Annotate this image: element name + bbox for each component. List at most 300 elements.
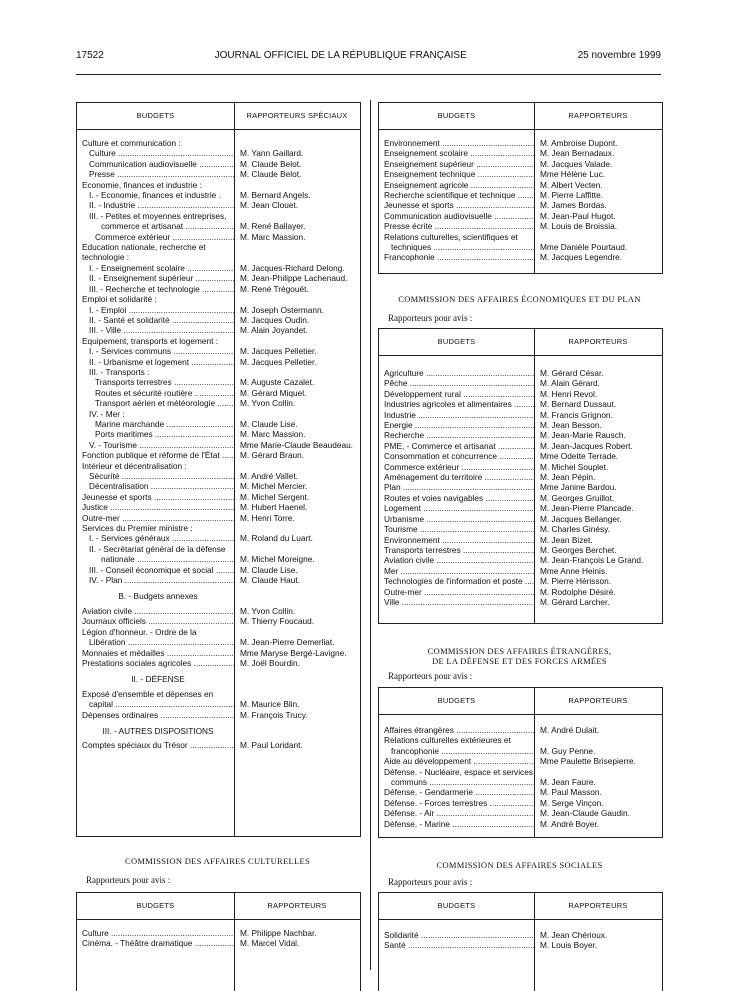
budget-cell: II. - DÉFENSE	[131, 674, 185, 685]
culture-rapporteurs-label: Rapporteurs pour avis :	[86, 875, 171, 885]
table-row	[77, 616, 360, 626]
budget-cell: Environnement .....	[379, 138, 534, 148]
table-row	[77, 294, 360, 304]
column-header-budgets: BUDGETS	[437, 696, 476, 705]
rapporteur-cell: M. Jacques Legendre.	[540, 252, 623, 263]
budget-cell: Prestations sociales agricoles .....	[77, 658, 234, 668]
table-row	[379, 514, 662, 524]
budget-cell: Economie, finances et industrie :	[82, 179, 202, 190]
budget-cell: Marine marchande .....	[77, 419, 234, 429]
table-row	[379, 242, 662, 252]
table-row	[77, 740, 360, 750]
budget-cell: Education nationale, recherche et	[82, 242, 206, 253]
table-row	[379, 252, 662, 262]
budget-cell: Monnaies et médailles .....	[77, 648, 234, 658]
table-row	[77, 699, 360, 709]
column-divider	[234, 103, 235, 836]
rapporteur-cell: Mme Janine Bardou.	[540, 482, 617, 493]
budget-cell: technologie :	[82, 252, 130, 263]
table-row	[379, 472, 662, 482]
foreign-commission-title-2: DE LA DÉFENSE ET DES FORCES ARMÉES	[432, 656, 607, 666]
table-row	[77, 689, 360, 699]
social-commission-table	[378, 892, 663, 991]
rapporteur-cell: M. Thierry Foucaud.	[240, 616, 315, 627]
rapporteur-cell: M. André Dulait.	[540, 725, 600, 735]
budget-cell: Aviation civile .....	[379, 555, 534, 565]
budget-cell: Défense. - Gendarmerie .....	[379, 787, 534, 797]
table-row	[379, 138, 662, 148]
budget-cell: Communication audiovisuelle .....	[379, 211, 534, 221]
rapporteur-cell: M. Jean-Marie Rausch.	[540, 430, 626, 441]
budget-cell: Enseignement agricole .....	[379, 180, 534, 190]
budget-cell: Enseignement scolaire .....	[379, 148, 534, 158]
budget-cell: Relations culturelles, scientifiques et	[384, 231, 518, 242]
rapporteur-cell: M. Paul Loridant.	[240, 740, 303, 751]
budget-cell: Aviation civile .....	[77, 606, 234, 616]
rapporteur-cell: M. Jean Clouet.	[240, 200, 299, 211]
rapporteurs-speciaux-table	[76, 102, 361, 837]
budget-cell: Légion d'honneur. - Ordre de la	[82, 626, 197, 637]
table-row	[77, 492, 360, 502]
table-row	[77, 232, 360, 242]
rapporteur-cell: M. Charles Ginésy.	[540, 524, 610, 535]
foreign-rapporteurs-label: Rapporteurs pour avis :	[388, 671, 473, 681]
table-row	[379, 148, 662, 158]
budget-cell: Routes et sécurité routière .....	[77, 388, 234, 398]
column-header-rapporteurs: RAPPORTEURS	[568, 696, 628, 705]
rapporteur-cell: M. Marc Massion.	[240, 231, 306, 242]
rapporteur-cell: M. René Ballayer.	[240, 221, 306, 232]
table-row	[77, 523, 360, 533]
budget-cell: II. - Urbanisme et logement .....	[77, 357, 234, 367]
column-header-rapporteurs: RAPPORTEURS	[267, 901, 327, 910]
table-row	[379, 535, 662, 545]
table-row	[379, 787, 662, 797]
table-row	[379, 378, 662, 388]
budget-cell: I. - Enseignement scolaire .....	[77, 263, 234, 273]
rapporteur-cell: M. Pierre Laffitte.	[540, 190, 604, 201]
page-number: 17522	[76, 50, 104, 61]
table-row	[77, 481, 360, 491]
column-header-budgets: BUDGETS	[136, 901, 175, 910]
rapporteur-cell: M. Francis Grignon.	[540, 409, 613, 420]
budget-cell: Recherche .....	[379, 430, 534, 440]
budget-cell: Outre-mer .....	[77, 513, 234, 523]
budget-cell: Urbanisme .....	[379, 514, 534, 524]
budget-cell: III. - Petites et moyennes entreprises,	[89, 210, 227, 221]
table-row	[379, 462, 662, 472]
eco-commission-title: COMMISSION DES AFFAIRES ÉCONOMIQUES ET DU PLAN	[398, 294, 641, 304]
table-row	[77, 502, 360, 512]
budget-cell: III. - Conseil économique et social .....	[77, 565, 234, 575]
budget-cell: PME, - Commerce et artisanat .....	[379, 441, 534, 451]
budget-cell: Technologies de l'information et poste .....	[379, 576, 534, 586]
rapporteur-cell: M. Alain Gérard.	[540, 378, 600, 389]
table-row	[77, 263, 360, 273]
table-row	[77, 180, 360, 190]
budget-cell: Communication audiovisuelle .....	[77, 159, 234, 169]
column-header-rapporteurs: RAPPORTEURS	[568, 901, 628, 910]
rapporteur-cell: M. Jean Besson.	[540, 420, 602, 431]
rapporteur-cell: M. Louis de Broissia.	[540, 221, 618, 232]
rapporteur-cell: M. Albert Vecten.	[540, 179, 603, 190]
table-row	[379, 399, 662, 409]
rapporteur-cell: M. Yvon Collin.	[240, 605, 296, 616]
budget-cell: I. - Economie, finances et industrie .	[89, 190, 221, 201]
table-row	[77, 544, 360, 554]
rapporteur-cell: M. Michel Mercier.	[240, 481, 308, 492]
rapporteur-cell: M. Henri Revol.	[540, 388, 598, 399]
budget-cell: Fonction publique et réforme de l'État .....	[77, 450, 234, 460]
rapporteur-cell: M. Serge Vinçon.	[540, 797, 604, 808]
table-row	[77, 928, 360, 938]
table-row	[379, 420, 662, 430]
table-row	[77, 169, 360, 179]
rapporteur-cell: M. André Vallet.	[240, 471, 298, 481]
budget-cell: II. - Enseignement supérieur .....	[77, 273, 234, 283]
rapporteur-cell: M. Yann Gaillard.	[240, 148, 304, 159]
table-row	[77, 148, 360, 158]
rapporteur-cell: M. Maurice Blin.	[240, 699, 300, 710]
column-divider	[534, 103, 535, 273]
budget-cell: II. - Secrétariat général de la défense	[89, 543, 226, 554]
rapporteur-cell: M. Gérard Braun.	[240, 450, 305, 461]
table-row	[77, 325, 360, 335]
culture-commission-table	[76, 892, 361, 991]
table-row	[77, 138, 360, 148]
budget-cell: Commerce extérieur .....	[379, 462, 534, 472]
budget-cell: Culture .....	[77, 928, 234, 938]
budget-cell: Défense. - Marine .....	[379, 819, 534, 829]
budget-cell: Recherche scientifique et technique .....	[379, 190, 534, 200]
table-row	[77, 419, 360, 429]
table-row	[379, 735, 662, 745]
table-row	[77, 211, 360, 221]
table-row	[77, 242, 360, 252]
column-header-rapporteurs: RAPPORTEURS	[568, 337, 628, 346]
table-row	[77, 305, 360, 315]
table-row	[77, 533, 360, 543]
table-row	[77, 637, 360, 647]
budget-cell: IV. - Plan .....	[77, 575, 234, 585]
table-row	[77, 513, 360, 523]
table-row	[77, 627, 360, 637]
table-row	[77, 440, 360, 450]
rapporteur-cell: M. Jean Faure.	[540, 777, 596, 788]
rapporteur-cell: Mme Hélène Luc.	[540, 169, 606, 180]
rapporteur-cell: M. Claude Belot.	[240, 169, 302, 180]
table-row	[77, 388, 360, 398]
budget-cell: Sécurité .....	[77, 471, 234, 481]
rapporteur-cell: M. Gérard Larcher.	[540, 596, 610, 607]
budget-cell: Exposé d'ensemble et dépenses en	[82, 688, 214, 699]
budget-cell: Enseignement supérieur .....	[379, 159, 534, 169]
budget-cell: Environnement .....	[379, 535, 534, 545]
table-row	[379, 555, 662, 565]
budget-cell: Emploi et solidarité :	[82, 294, 157, 305]
budget-cell: Routes et voies navigables .....	[379, 493, 534, 503]
budget-cell: IV. - Mer :	[89, 408, 125, 419]
budget-cell: Tourisme .....	[379, 524, 534, 534]
budget-cell: Francophonie .....	[379, 252, 534, 262]
table-row	[379, 777, 662, 787]
rapporteur-cell: M. Jean-Philippe Lachenaud.	[240, 273, 348, 284]
rapporteur-cell: M. Jean Bernadaux.	[540, 148, 615, 159]
culture-commission-title: COMMISSION DES AFFAIRES CULTURELLES	[124, 856, 310, 866]
table-row	[77, 429, 360, 439]
table-row	[77, 398, 360, 408]
table-row	[77, 346, 360, 356]
rapporteur-cell: M. Claude Lise.	[240, 564, 298, 575]
budget-cell: Affaires étrangères .....	[379, 725, 534, 735]
table-row	[77, 471, 360, 481]
column-header-rapporteurs: RAPPORTEURS	[568, 111, 628, 120]
column-header-budgets: BUDGETS	[437, 901, 476, 910]
budget-cell: Solidarité .....	[379, 930, 534, 940]
budget-cell: Plan .....	[379, 482, 534, 492]
rapporteur-cell: M. Georges Berchet.	[540, 544, 617, 555]
table-row	[77, 409, 360, 419]
rapporteur-cell: M. Marc Massion.	[240, 429, 306, 440]
rapporteur-cell: M. René Trégouët.	[240, 283, 309, 294]
table-row	[379, 503, 662, 513]
page-header	[76, 50, 661, 64]
budget-cell: Presse .....	[77, 169, 234, 179]
budget-cell: Culture .....	[77, 148, 234, 158]
rapporteur-cell: M. Jean-Jacques Robert.	[540, 440, 633, 451]
column-divider	[534, 329, 535, 623]
budget-cell: Libération .....	[77, 637, 234, 647]
rapporteur-cell: M. Ambroise Dupont.	[540, 138, 618, 148]
table-row	[77, 575, 360, 585]
table-row	[77, 461, 360, 471]
table-row	[77, 336, 360, 346]
budget-cell: I. - Services communs .....	[77, 346, 234, 356]
budget-cell: Equipement, transports et logement :	[82, 335, 219, 346]
budget-cell: Ports maritimes .....	[77, 429, 234, 439]
budget-cell: francophonie .....	[379, 746, 534, 756]
foreign-commission-title-1: COMMISSION DES AFFAIRES ÉTRANGÈRES,	[427, 646, 612, 656]
budget-cell: techniques .....	[379, 242, 534, 252]
rapporteur-cell: M. Jacques Pelletier.	[240, 356, 317, 367]
rapporteur-cell: M. Bernard Angels.	[240, 190, 311, 201]
rapporteur-cell: M. Claude Haut.	[240, 575, 300, 586]
table-row	[77, 565, 360, 575]
table-row	[77, 159, 360, 169]
table-row	[379, 576, 662, 586]
rapporteur-cell: M. Jean-Pierre Demerliat.	[240, 637, 335, 648]
budget-cell: commerce et artisanat .....	[77, 221, 234, 231]
rapporteur-cell: Mme Anne Heinis.	[540, 565, 608, 576]
rapporteur-cell: M. Philippe Nachbar.	[240, 928, 317, 938]
table-row	[379, 930, 662, 940]
table-row	[379, 190, 662, 200]
rapporteur-cell: M. Rodolphe Désiré.	[540, 586, 616, 597]
table-row	[379, 798, 662, 808]
budget-cell: Transport aérien et météorologie .....	[77, 398, 234, 408]
rapporteur-cell: M. Claude Belot.	[240, 158, 302, 169]
rapporteur-cell: M. Gérard César.	[540, 368, 604, 378]
budget-cell: I. - Services généraux .....	[77, 533, 234, 543]
table-row	[77, 273, 360, 283]
rapporteur-cell: M. Paul Masson.	[540, 787, 602, 798]
budget-cell: Outre-mer .....	[379, 587, 534, 597]
budget-cell: Défense. - Air .....	[379, 808, 534, 818]
budget-cell: Défense. - Nucléaire, espace et services	[384, 766, 533, 777]
column-header-budgets: BUDGETS	[136, 111, 175, 120]
budget-cell: I. - Emploi .....	[77, 305, 234, 315]
rapporteur-cell: Mme Odette Terrade.	[540, 451, 619, 462]
column-header-budgets: BUDGETS	[437, 111, 476, 120]
rapporteur-cell: M. Claude Lise.	[240, 418, 298, 429]
table-row	[379, 430, 662, 440]
budget-cell: III. - Transports :	[89, 366, 150, 377]
budget-cell: Commerce extérieur .....	[77, 232, 234, 242]
budget-cell: communs .....	[379, 777, 534, 787]
table-row	[77, 221, 360, 231]
social-commission-title: COMMISSION DES AFFAIRES SOCIALES	[436, 860, 603, 870]
table-row	[379, 819, 662, 829]
column-header-budgets: BUDGETS	[437, 337, 476, 346]
budget-cell: Consommation et concurrence .....	[379, 451, 534, 461]
rapporteur-cell: M. Jean-Paul Hugot.	[540, 210, 616, 221]
budget-cell: Jeunesse et sports .....	[379, 200, 534, 210]
budget-cell: Transports terrestres .....	[379, 545, 534, 555]
journal-title: JOURNAL OFFICIEL DE LA RÉPUBLIQUE FRANÇAISE	[214, 50, 467, 61]
table-row	[77, 674, 360, 684]
rapporteur-cell: M. Jean Chérioux.	[540, 930, 608, 940]
table-row	[379, 746, 662, 756]
rapporteur-cell: M. Jacques-Richard Delong.	[240, 262, 345, 273]
rapporteur-cell: M. Bernard Dussaut.	[540, 399, 617, 410]
budget-cell: Journaux officiels .....	[77, 616, 234, 626]
table-row	[379, 221, 662, 231]
rapporteur-cell: Mme Danièle Pourtaud.	[540, 242, 628, 253]
table-row	[77, 357, 360, 367]
budget-cell: Ville .....	[379, 597, 534, 607]
budget-cell: Décentralisation .....	[77, 481, 234, 491]
table-row	[77, 284, 360, 294]
table-row	[379, 597, 662, 607]
column-header-rapporteurs: RAPPORTEURS SPÉCIAUX	[246, 111, 348, 120]
rapporteur-cell: M. Jean-Claude Gaudin.	[540, 808, 630, 819]
rapporteur-cell: M. Michel Moreigne.	[240, 554, 315, 565]
table-row	[379, 566, 662, 576]
eco-commission-table	[378, 328, 663, 624]
table-row	[77, 710, 360, 720]
budget-cell: Jeunesse et sports .....	[77, 492, 234, 502]
budget-cell: Aide au développement .....	[379, 756, 534, 766]
table-row	[77, 190, 360, 200]
budget-cell: Transports terrestres .....	[77, 377, 234, 387]
table-row	[379, 940, 662, 950]
table-row	[77, 554, 360, 564]
budget-cell: II. - Santé et solidarité .....	[77, 315, 234, 325]
rapporteur-cell: M. Yvon Collin.	[240, 398, 296, 409]
budget-cell: Aménagement du territoire .....	[379, 472, 534, 482]
rapporteur-cell: M. Auguste Cazalet.	[240, 377, 315, 388]
budget-cell: Pêche .....	[379, 378, 534, 388]
rapporteur-cell: M. Gérard Miquel.	[240, 387, 307, 398]
budget-cell: nationale .....	[77, 554, 234, 564]
budget-cell: II. - Industrie .....	[77, 200, 234, 210]
rapporteur-cell: M. François Trucy.	[240, 709, 308, 720]
rapporteur-cell: M. Jean-Pierre Plancade.	[540, 503, 634, 514]
rapporteur-cell: M. Jean-François Le Grand.	[540, 555, 644, 566]
column-divider	[534, 688, 535, 837]
budget-cell: Cinéma. - Théâtre dramatique .....	[77, 938, 234, 948]
table-row	[77, 200, 360, 210]
table-row	[379, 545, 662, 555]
table-row	[379, 725, 662, 735]
budget-cell: Santé .....	[379, 940, 534, 950]
table-row	[77, 648, 360, 658]
table-row	[379, 410, 662, 420]
table-row	[77, 606, 360, 616]
culture-continuation-table	[378, 102, 663, 274]
rapporteur-cell: M. Jacques Bellanger.	[540, 513, 622, 524]
table-row	[379, 451, 662, 461]
column-divider	[234, 893, 235, 991]
table-row	[77, 938, 360, 948]
budget-cell: Mer .....	[379, 566, 534, 576]
budget-cell: Culture et communication :	[82, 138, 181, 148]
foreign-commission-table	[378, 687, 663, 838]
column-separator	[370, 100, 371, 970]
eco-rapporteurs-label: Rapporteurs pour avis :	[388, 313, 473, 323]
table-row	[77, 658, 360, 668]
table-row	[379, 524, 662, 534]
table-row	[77, 450, 360, 460]
rapporteur-cell: M. Jean Pépin.	[540, 472, 596, 483]
table-row	[379, 389, 662, 399]
table-row	[379, 232, 662, 242]
budget-cell: Energie .....	[379, 420, 534, 430]
rapporteur-cell: M. Joseph Ostermann.	[240, 304, 324, 315]
budget-cell: Agriculture .....	[379, 368, 534, 378]
rapporteur-cell: M. Marcel Vidal.	[240, 938, 300, 949]
budget-cell: Intérieur et décentralisation :	[82, 460, 187, 471]
budget-cell: B. - Budgets annexes	[118, 591, 198, 602]
rapporteur-cell: M. Guy Penne.	[540, 745, 596, 756]
table-row	[379, 169, 662, 179]
table-row	[77, 377, 360, 387]
budget-cell: Enseignement technique .....	[379, 169, 534, 179]
rapporteur-cell: Mme Paulette Brisepierre.	[540, 756, 636, 767]
table-row	[379, 180, 662, 190]
budget-cell: Industrie .....	[379, 410, 534, 420]
rapporteur-cell: M. Pierre Hérisson.	[540, 576, 612, 587]
table-row	[379, 368, 662, 378]
budget-cell: Comptes spéciaux du Trésor .....	[77, 740, 234, 750]
rapporteur-cell: M. Michel Souplet.	[540, 461, 609, 472]
header-rule	[76, 74, 661, 75]
table-row	[77, 315, 360, 325]
budget-cell: Dépenses ordinaires .....	[77, 710, 234, 720]
table-row	[379, 200, 662, 210]
table-row	[379, 756, 662, 766]
budget-cell: Défense. - Forces terrestres .....	[379, 798, 534, 808]
rapporteur-cell: M. Georges Gruillot.	[540, 492, 615, 503]
rapporteur-cell: Mme Marie-Claude Beaudeau.	[240, 439, 353, 450]
social-rapporteurs-label: Rapporteurs pour avis :	[388, 877, 473, 887]
table-row	[379, 159, 662, 169]
rapporteur-cell: M. Roland du Luart.	[240, 533, 313, 544]
budget-cell: Relations culturelles extérieures et	[384, 735, 511, 746]
table-row	[379, 482, 662, 492]
table-row	[379, 441, 662, 451]
rapporteur-cell: Mme Maryse Bergé-Lavigne.	[240, 647, 347, 658]
